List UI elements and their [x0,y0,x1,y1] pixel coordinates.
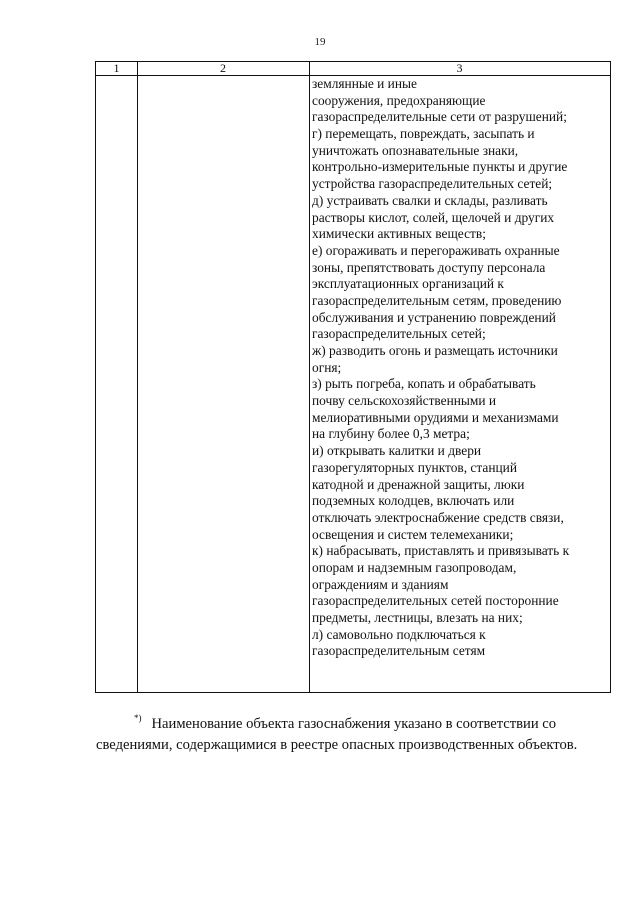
table-text-line: на глубину более 0,3 метра; [312,426,470,442]
table-text-line: почву сельскохозяйственными и [312,393,497,409]
table-text-line: растворы кислот, солей, щелочей и других [312,209,555,225]
table-text-line: зоны, препятствовать доступу персонала [312,259,546,275]
table-text-line: газораспределительных сетей; [312,326,486,342]
table-text-line: мелиоративными орудиями и механизмами [312,409,559,425]
page-number: 19 [314,36,326,48]
table-text-line: контрольно-измерительные пункты и другие [312,159,568,175]
table-text-line: газораспределительные сети от разрушений; [312,109,567,125]
table-text-line: г) перемещать, повреждать, засыпать и [312,126,535,142]
table-text-line: эксплуатационных организаций к [312,276,504,292]
column-3-cell [312,76,608,660]
table-text-line: л) самовольно подключаться к [312,626,486,642]
footnote-marker: *) [134,713,142,723]
table-text-line: опорам и надземным газопроводам, [312,559,517,575]
table-text-line: е) огораживать и перегораживать охранные [312,242,560,258]
table-text-line: и) открывать калитки и двери [312,443,482,459]
table-text-line: отключать электроснабжение средств связи, [312,509,564,525]
table-text-line: подземных колодцев, включать или [312,493,515,509]
content-table [95,61,611,693]
table-text-line: газораспределительных сетей посторонние [312,593,559,609]
table-text-line: з) рыть погреба, копать и обрабатывать [312,376,536,392]
table-text-line: газораспределительным сетям [312,643,486,659]
table-text-line: устройства газораспределительных сетей; [312,176,553,192]
footnote-line-2: сведениями, содержащимися в реестре опасных производственных объектов. [96,737,578,753]
table-text-line: химически активных веществ; [312,226,486,242]
table-text-line: ж) разводить огонь и размещать источники [312,343,558,358]
table-text-line: газорегуляторных пунктов, станций [312,459,518,475]
table-text-line: к) набрасывать, приставлять и привязывать к [312,543,570,559]
table-text-line: обслуживания и устранению повреждений [312,309,556,325]
table-text-line: ограждениям и зданиям [312,576,449,592]
column-header-1: 1 [113,61,120,75]
footnote [96,708,611,756]
table-text-line: сооружения, предохраняющие [312,92,486,108]
column-header-2: 2 [220,61,226,75]
footnote-text-1: Наименование объекта газоснабжения указано в соответствии со [151,716,557,732]
table-text-line: уничтожать опознавательные знаки, [312,142,519,158]
table-text-line: катодной и дренажной защиты, люки [312,476,525,492]
table-text-line: землянные и иные [312,76,417,91]
column-divider [309,62,310,692]
table-text-line: освещения и систем телемеханики; [312,526,514,542]
table-text-line: предметы, лестницы, влезать на них; [312,610,523,625]
table-text-line: газораспределительным сетям, проведению [312,292,562,308]
column-header-3: 3 [456,61,463,75]
table-text-line: д) устраивать свалки и склады, разливать [312,192,548,208]
table-text-line: огня; [312,359,342,375]
footnote-line-1 [96,708,611,735]
column-divider [137,62,138,692]
